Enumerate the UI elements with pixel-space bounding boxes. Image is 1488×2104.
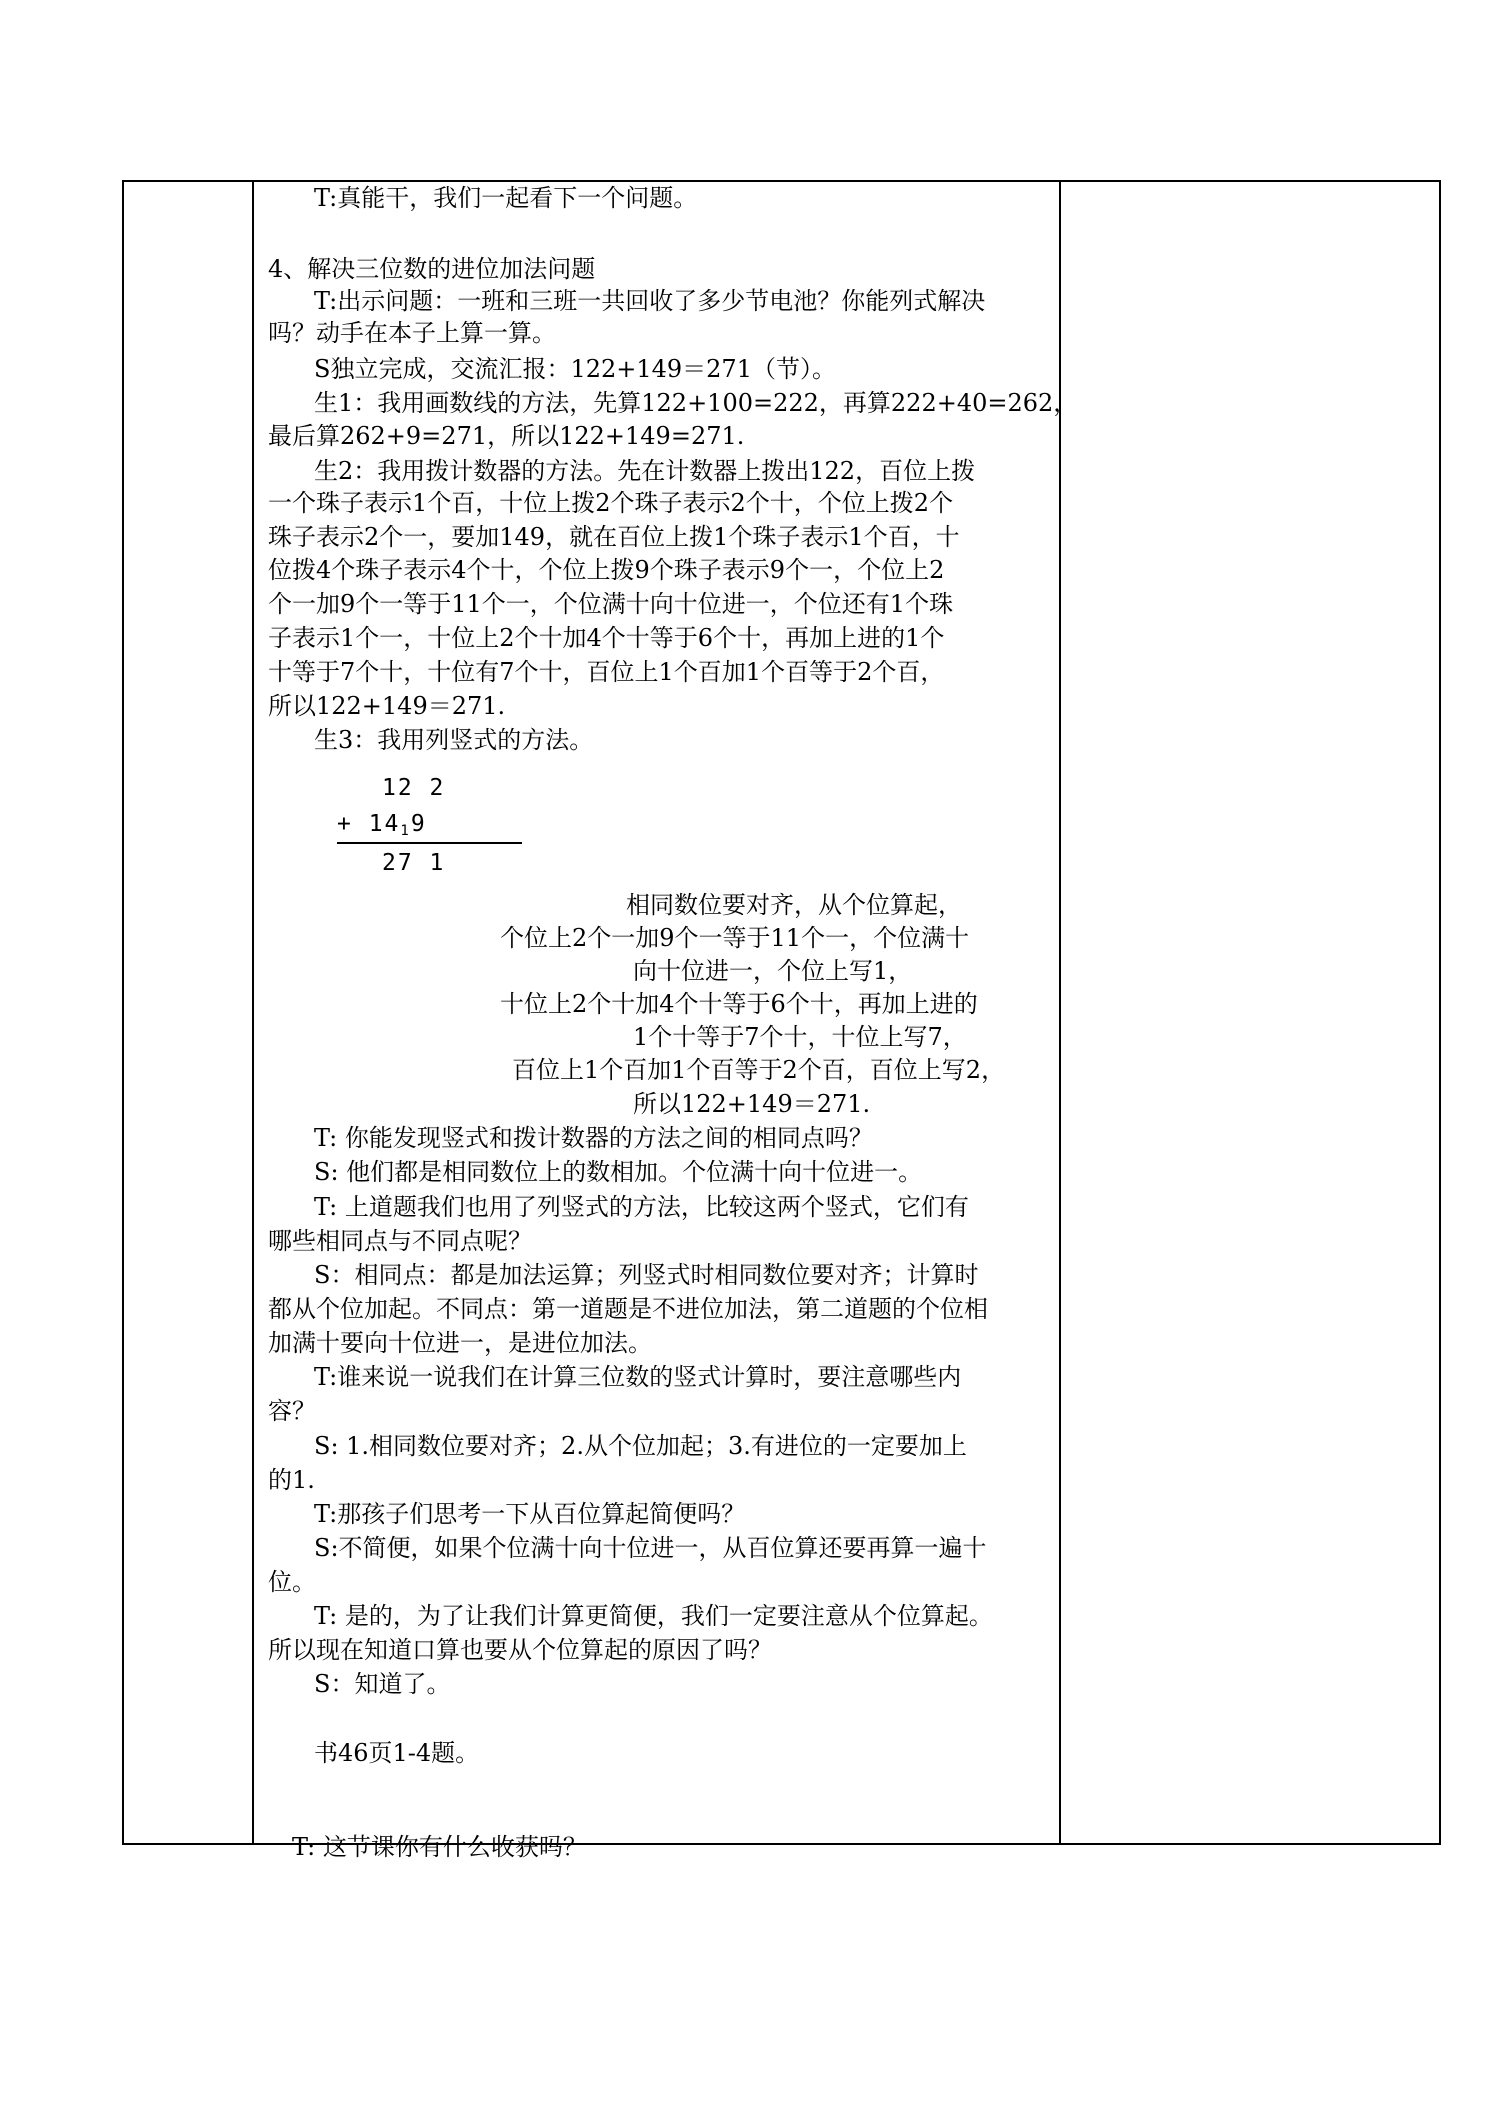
note-line: 个位上2个一加9个一等于11个一，个位满十 — [500, 924, 970, 952]
text-line: T:那孩子们思考一下从百位算起简便吗？ — [314, 1500, 746, 1528]
text-line: T: 是的，为了让我们计算更简便，我们一定要注意从个位算起。 — [314, 1602, 993, 1630]
text-line: 生1：我用画数线的方法，先算122+100=222，再算222+40=262， — [314, 389, 1078, 417]
carry-mark: 1 — [400, 823, 411, 839]
closing-question: T: 这节课你有什么收获吗？ — [292, 1833, 587, 1861]
text-line: S: 1.相同数位要对齐；2.从个位加起；3.有进位的一定要加上 — [314, 1432, 967, 1460]
text-line: 个一加9个一等于11个一，个位满十向十位进一，个位还有1个珠 — [268, 590, 954, 618]
addend-last-digit: 9 — [410, 811, 427, 837]
text-line: S:不简便，如果个位满十向十位进一，从百位算还要再算一遍十 — [314, 1534, 987, 1562]
note-line: 所以122+149＝271. — [633, 1090, 871, 1118]
text-line: T:出示问题：一班和三班一共回收了多少节电池？你能列式解决 — [314, 287, 986, 315]
sum-line — [337, 842, 522, 844]
note-line: 向十位进一，个位上写1， — [633, 957, 913, 985]
text-line: T: 你能发现竖式和拨计数器的方法之间的相同点吗？ — [314, 1124, 873, 1152]
note-line: 百位上1个百加1个百等于2个百，百位上写2， — [512, 1056, 1006, 1084]
addend-row: 12 2 — [382, 775, 446, 801]
text-line: 所以现在知道口算也要从个位算起的原因了吗？ — [268, 1636, 772, 1664]
table-column-divider-right — [1059, 182, 1061, 1843]
text-line: 哪些相同点与不同点呢？ — [268, 1227, 532, 1255]
text-line: 容？ — [268, 1397, 316, 1425]
text-line: T:谁来说一说我们在计算三位数的竖式计算时，要注意哪些内 — [314, 1363, 962, 1391]
text-line: 所以122+149＝271. — [268, 692, 506, 720]
text-line: 加满十要向十位进一，是进位加法。 — [268, 1329, 652, 1357]
note-line: 1个十等于7个十，十位上写7， — [633, 1023, 967, 1051]
text-line: 的1. — [268, 1466, 315, 1494]
sum-row: 27 1 — [382, 850, 446, 876]
exercise-assignment: 书46页1-4题。 — [314, 1739, 480, 1767]
section-heading: 4、解决三位数的进位加法问题 — [268, 255, 596, 283]
text-line: S独立完成，交流汇报：122+149＝271（节）。 — [314, 355, 836, 383]
text-line: T: 上道题我们也用了列竖式的方法，比较这两个竖式，它们有 — [314, 1193, 969, 1221]
text-line: 吗？动手在本子上算一算。 — [268, 319, 556, 347]
text-line: 都从个位加起。不同点：第一道题是不进位加法，第二道题的个位相 — [268, 1295, 988, 1323]
text-line: 生2：我用拨计数器的方法。先在计数器上拨出122，百位上拨 — [314, 457, 976, 485]
table-column-divider-left — [252, 182, 254, 1843]
text-line: 珠子表示2个一，要加149，就在百位上拨1个珠子表示1个百，十 — [268, 523, 960, 551]
text-line: 位。 — [268, 1568, 316, 1596]
text-line: 最后算262+9=271，所以122+149=271. — [268, 422, 745, 450]
text-line: S：知道了。 — [314, 1670, 451, 1698]
text-line: S: 他们都是相同数位上的数相加。个位满十向十位进一。 — [314, 1158, 923, 1186]
text-line: T:真能干，我们一起看下一个问题。 — [314, 184, 698, 212]
text-line: 子表示1个一，十位上2个十加4个十等于6个十，再加上进的1个 — [268, 624, 945, 652]
note-line: 十位上2个十加4个十等于6个十，再加上进的 — [500, 990, 978, 1018]
text-line: 一个珠子表示1个百，十位上拨2个珠子表示2个十，个位上拨2个 — [268, 489, 954, 517]
note-line: 相同数位要对齐，从个位算起， — [626, 891, 962, 919]
addend-digits: + 14 — [337, 811, 401, 837]
text-line: 生3：我用列竖式的方法。 — [314, 726, 594, 754]
text-line: 位拨4个珠子表示4个十，个位上拨9个珠子表示9个一，个位上2 — [268, 556, 945, 584]
text-line: 十等于7个十，十位有7个十，百位上1个百加1个百等于2个百， — [268, 658, 945, 686]
text-line: S：相同点：都是加法运算；列竖式时相同数位要对齐；计算时 — [314, 1261, 979, 1289]
